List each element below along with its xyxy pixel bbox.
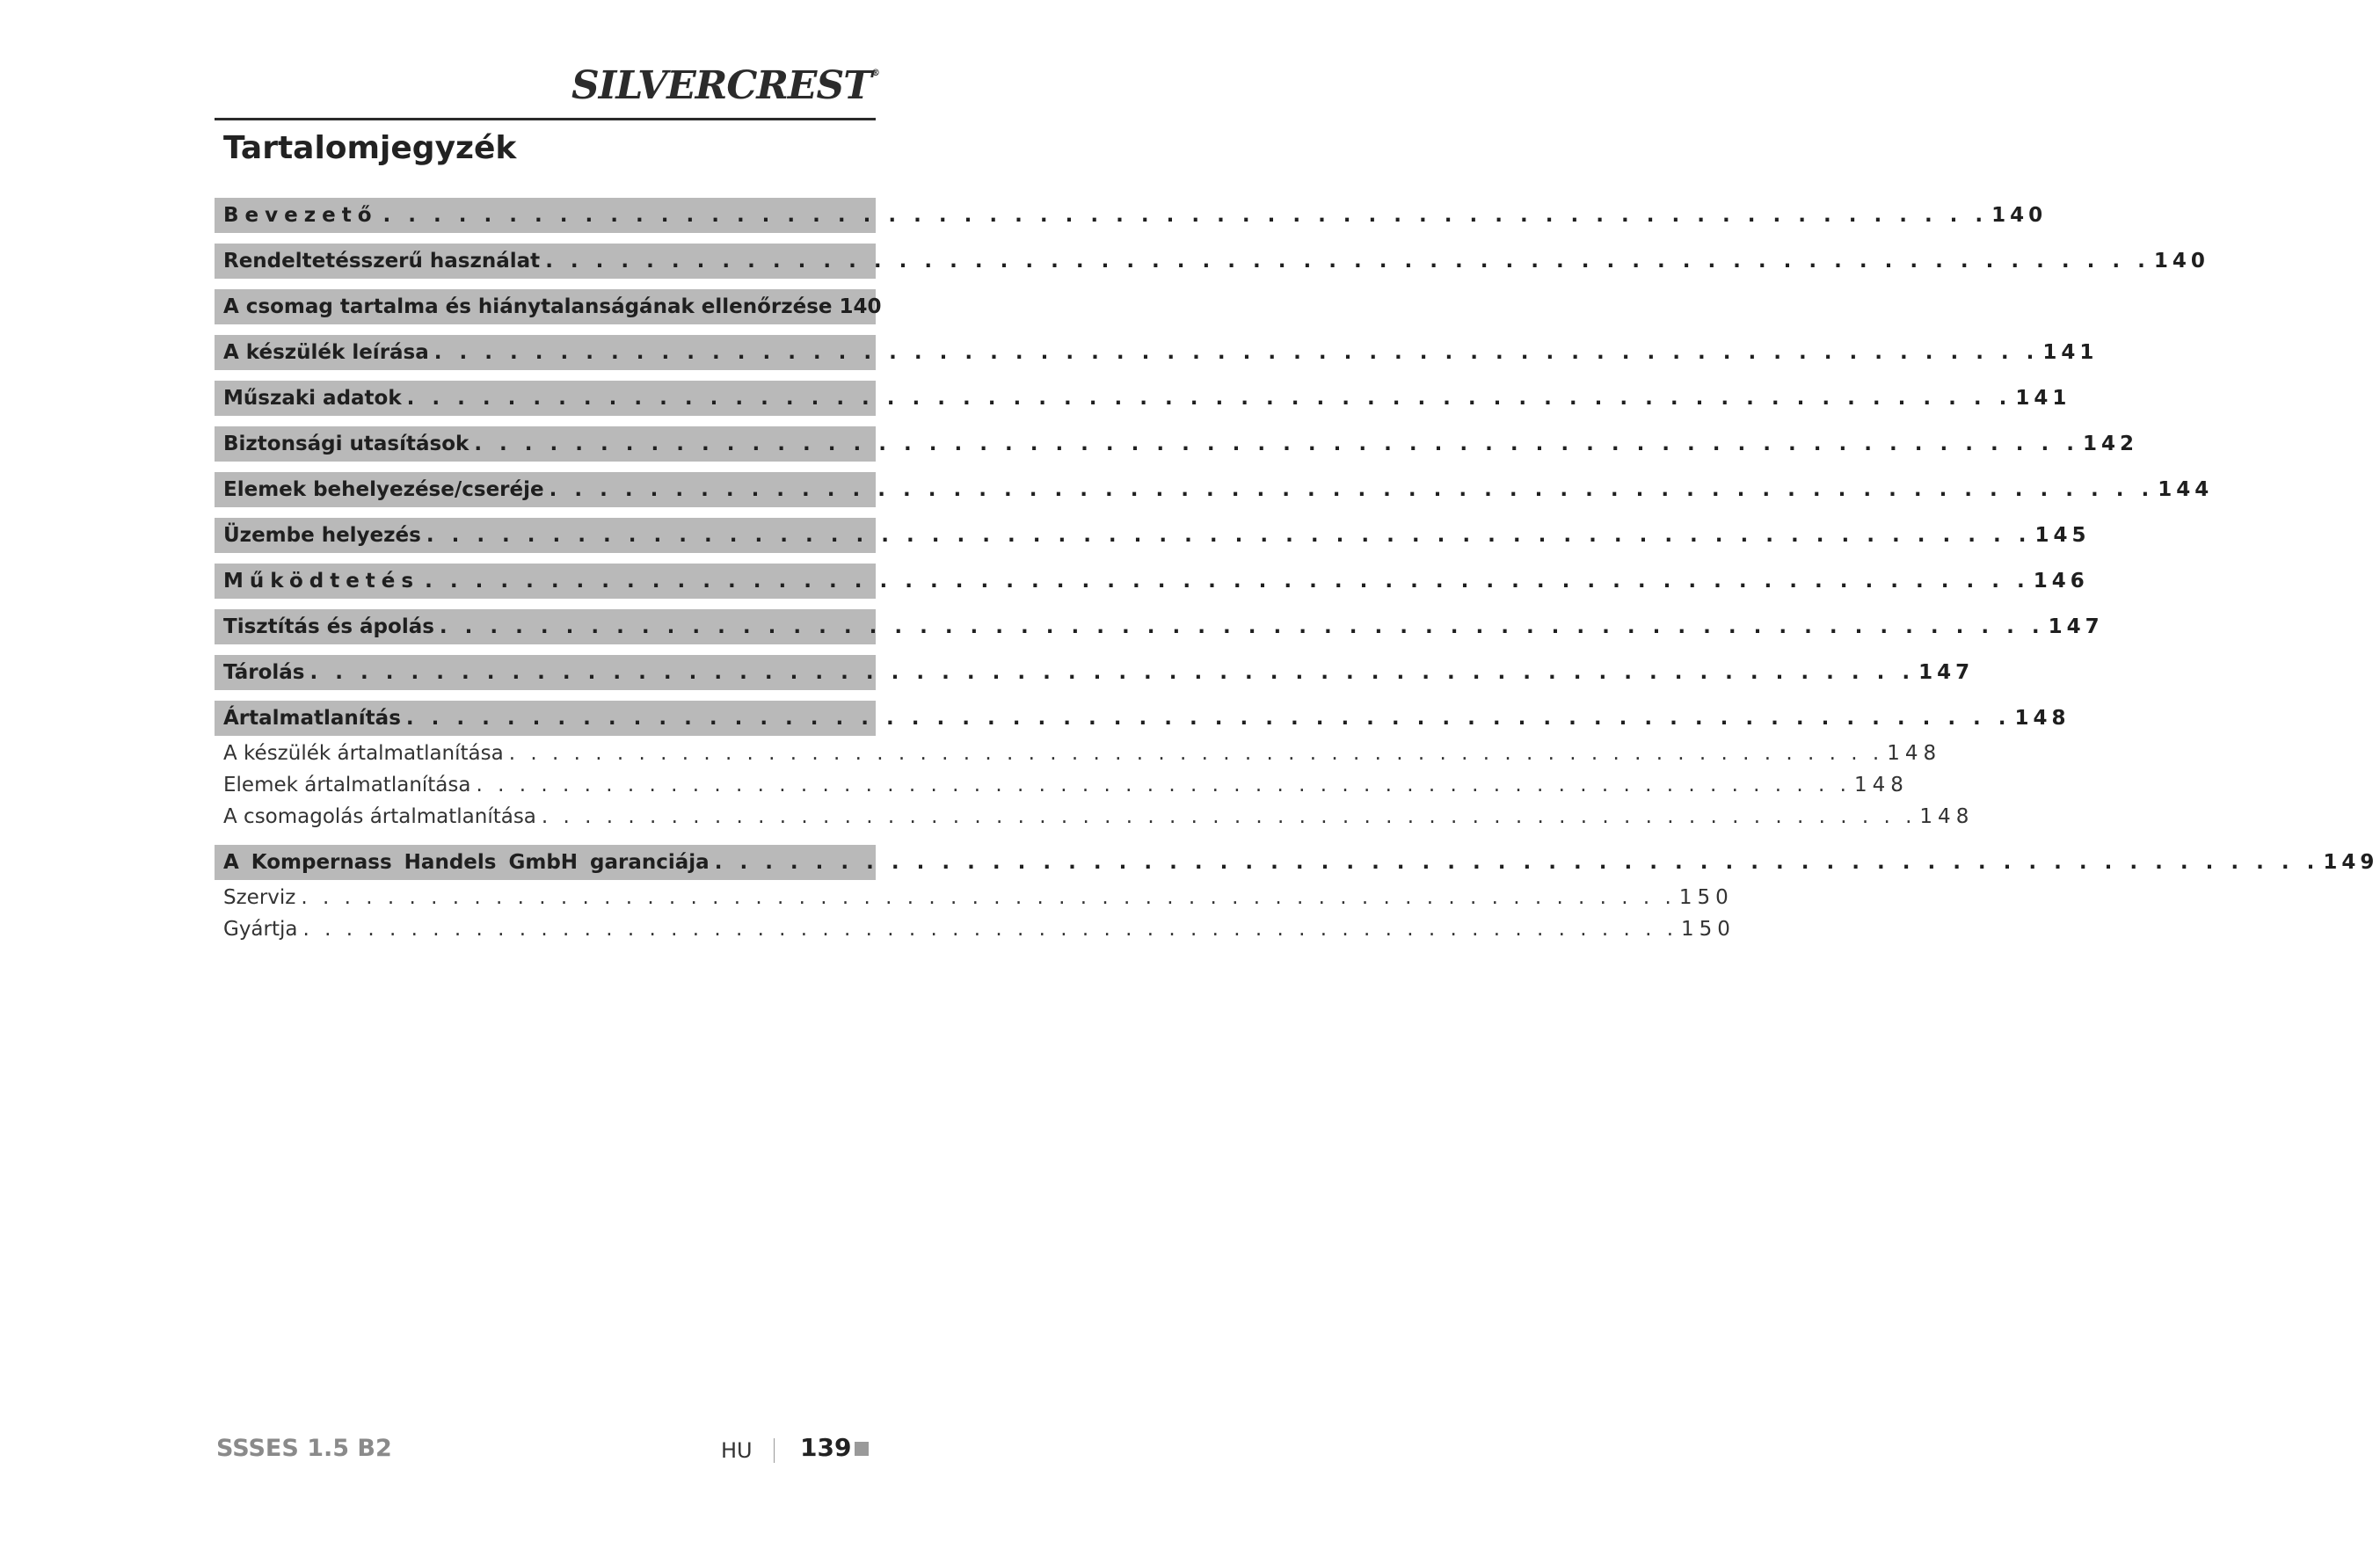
logo-text: SILVERCREST [571,63,871,108]
toc-entry-label: Üzembe helyezés [223,524,421,547]
toc-entry-page: 141 [2015,387,2071,410]
toc-entry[interactable] [215,381,2071,416]
toc-leader-dots: . . . . . . . . . . . . . . . . . . . . . . . . . . . . . . . . . . . . . . . . . . . . . . . . . . . . . . . . . . . . . . . . [382,204,1989,227]
toc-entry-page: 140 [1991,204,2048,227]
toc-leader-dots: . . . . . . . . . . . . . . . . . . . . . . . . . . . . . . . . . . . . . . . . . . . . . . . . . . . . . . . . . . . . . . . . [302,918,1678,941]
toc-leader-dots: . . . . . . . . . . . . . . . . . . . . . . . . . . . . . . . . . . . . . . . . . . . . . . . . . . . . . . . . . . . . . . . . [541,805,1917,828]
toc-entry-page: 142 [2082,433,2138,455]
toc-leader-dots: . . . . . . . . . . . . . . . . . . . . . . . . . . . . . . . . . . . . . . . . . . . . . . . . . . . . . . . . . . . . . . . . [508,742,1884,765]
square-marker-icon [855,1442,869,1456]
footer-divider [774,1438,775,1463]
toc-entry-page: 140 [2153,250,2209,273]
toc-entry[interactable] [215,426,2138,462]
toc-subentry[interactable] [215,738,1942,768]
toc-entry-page: 141 [2042,341,2099,364]
toc-leader-dots: . . . . . . . . . . . . . . . . . . . . . . . . . . . . . . . . . . . . . . . . . . . . . . . . . . . . . . . . . . . . . . . . [309,661,1916,684]
toc-entry-label: A csomag tartalma és hiánytalanságának ellenőrzése [223,295,833,318]
toc-entry-page: 140 [839,295,882,318]
toc-entry-label: Tárolás [223,661,305,684]
page-number: 139 [800,1433,852,1462]
toc-subentry[interactable] [215,883,1734,913]
toc-entry-label: A készülék leírása [223,341,429,364]
toc-subentry[interactable] [215,914,1736,944]
toc-entry-page: 150 [1678,886,1734,909]
language-code: HU [721,1438,753,1463]
toc-entry-page: 147 [1918,661,1975,684]
registered-mark: ® [871,69,879,78]
model-number: SSSES 1.5 B2 [216,1435,392,1462]
toc-entry[interactable] [215,518,2091,553]
toc-entry[interactable] [215,289,882,324]
toc-leader-dots: . . . . . . . . . . . . . . . . . . . . . . . . . . . . . . . . . . . . . . . . . . . . . . . . . . . . . . . . . . . . . . . . [425,570,2030,593]
toc-entry-label: Ártalmatlanítás [223,707,401,730]
toc-entry[interactable] [215,609,2104,644]
toc-entry-page: 149 [2323,851,2379,874]
toc-entry[interactable] [215,244,2209,279]
toc-leader-dots: . . . . . . . . . . . . . . . . . . . . . . . . . . . . . . . . . . . . . . . . . . . . . . . . . . . . . . . . . . . . . . . . [406,387,2012,410]
toc-entry[interactable] [215,845,2379,880]
toc-subentry[interactable] [215,770,1909,800]
toc-leader-dots: . . . . . . . . . . . . . . . . . . . . . . . . . . . . . . . . . . . . . . . . . . . . . . . . . . . . . . . . . . . . . . . . [433,341,2040,364]
toc-leader-dots: . . . . . . . . . . . . . . . . . . . . . . . . . . . . . . . . . . . . . . . . . . . . . . . . . . . . . . . . . . . . . . . . [301,886,1676,909]
toc-entry[interactable] [215,198,2048,233]
toc-entry-label: Szerviz [223,886,296,909]
toc-subentry[interactable] [215,802,1975,832]
toc-entry-page: 148 [2014,707,2071,730]
toc-entry-page: 145 [2034,524,2091,547]
toc-entry-label: Gyártja [223,918,298,941]
toc-entry[interactable] [215,701,2071,736]
toc-entry-label: A csomagolás ártalmatlanítása [223,805,536,828]
toc-entry[interactable] [215,335,2099,370]
toc-leader-dots: . . . . . . . . . . . . . . . . . . . . . . . . . . . . . . . . . . . . . . . . . . . . . . . . . . . . . . . . . . . . . . . . [405,707,2012,730]
toc-leader-dots: . . . . . . . . . . . . . . . . . . . . . . . . . . . . . . . . . . . . . . . . . . . . . . . . . . . . . . . . . . . . . . . . [549,478,2155,501]
toc-leader-dots: . . . . . . . . . . . . . . . . . . . . . . . . . . . . . . . . . . . . . . . . . . . . . . . . . . . . . . . . . . . . . . . . [545,250,2151,273]
toc-entry-page: 146 [2033,570,2089,593]
toc-entry-label: A készülék ártalmatlanítása [223,742,504,765]
page-title: Tartalomjegyzék [223,130,517,166]
toc-entry-page: 150 [1681,918,1736,941]
toc-entry-label: Rendeltetésszerű használat [223,250,541,273]
toc-entry[interactable] [215,655,1975,690]
toc-entry-label: Tisztítás és ápolás [223,615,434,638]
toc-leader-dots: . . . . . . . . . . . . . . . . . . . . . . . . . . . . . . . . . . . . . . . . . . . . . . . . . . . . . . . . . . . . . . . . [476,774,1851,796]
toc-leader-dots: . . . . . . . . . . . . . . . . . . . . . . . . . . . . . . . . . . . . . . . . . . . . . . . . . . . . . . . . . . . . . . . . [474,433,2079,455]
toc-entry-label: Működtetés [223,570,420,593]
toc-entry-label: Biztonsági utasítások [223,433,469,455]
toc-entry-label: Bevezető [223,204,378,227]
toc-entry-label: A Kompernass Handels GmbH garanciája [223,851,710,874]
toc-entry-label: Elemek behelyezése/cseréje [223,478,544,501]
toc-entry-page: 147 [2048,615,2104,638]
toc-entry-page: 148 [1919,805,1975,828]
toc-leader-dots: . . . . . . . . . . . . . . . . . . . . . . . . . . . . . . . . . . . . . . . . . . . . . . . . . . . . . . . . . . . . . . . . [714,851,2320,874]
toc-entry-page: 144 [2158,478,2214,501]
toc-leader-dots: . . . . . . . . . . . . . . . . . . . . . . . . . . . . . . . . . . . . . . . . . . . . . . . . . . . . . . . . . . . . . . . . [439,615,2045,638]
toc-entry-page: 148 [1854,774,1909,796]
toc-entry[interactable] [215,472,2214,507]
toc-entry-label: Műszaki adatok [223,387,402,410]
toc-entry-page: 148 [1887,742,1942,765]
toc-leader-dots: . . . . . . . . . . . . . . . . . . . . . . . . . . . . . . . . . . . . . . . . . . . . . . . . . . . . . . . . . . . . . . . . [426,524,2032,547]
toc-entry-label: Elemek ártalmatlanítása [223,774,471,796]
toc-entry[interactable] [215,564,2089,599]
